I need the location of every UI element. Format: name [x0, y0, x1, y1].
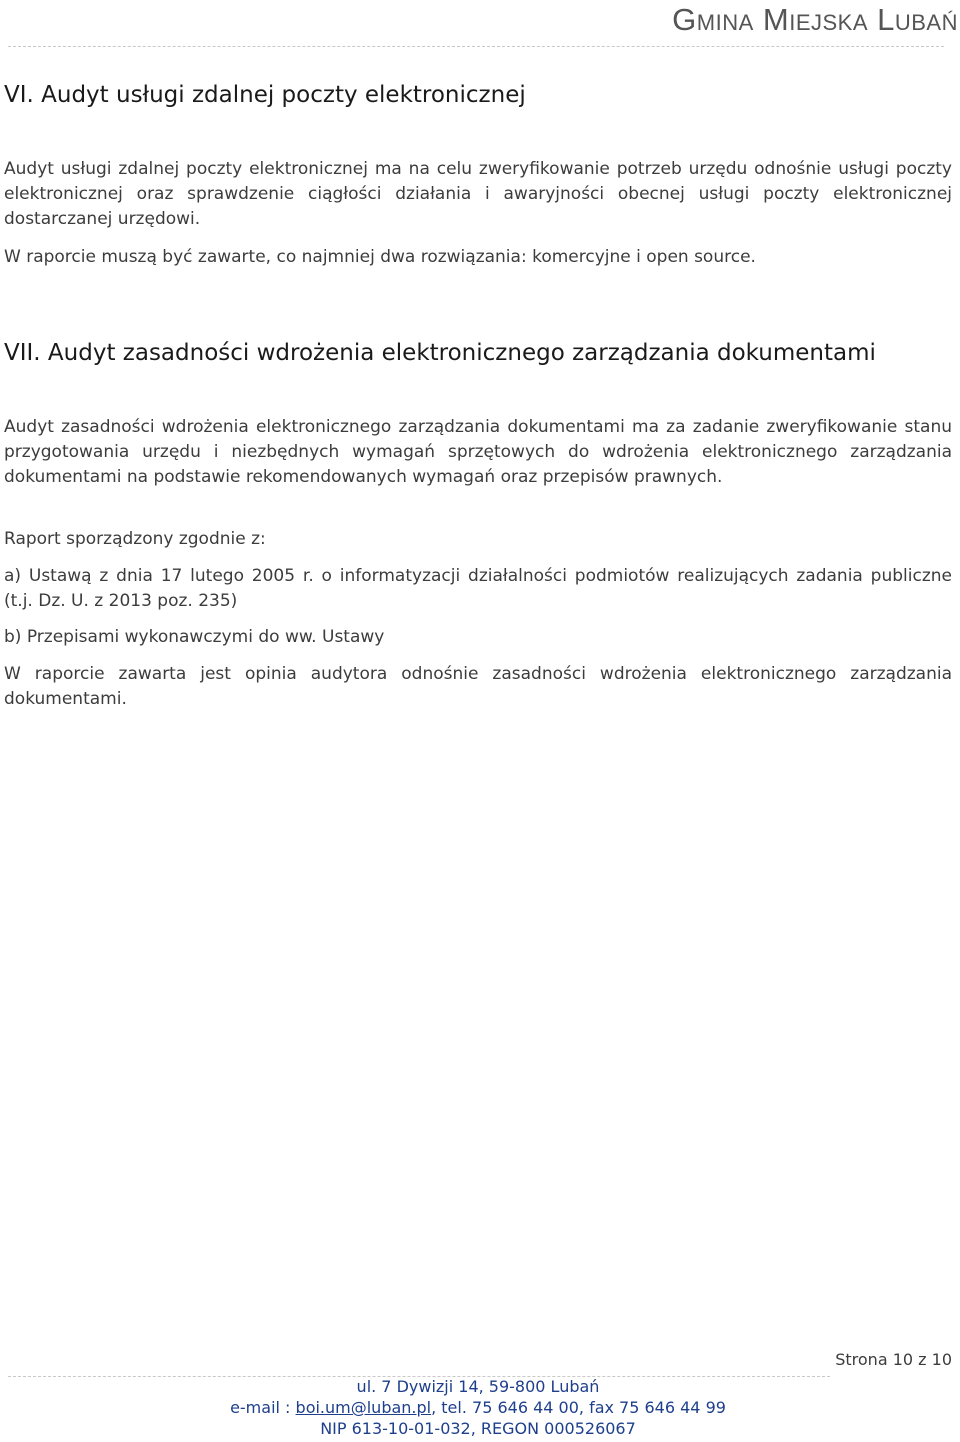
- paragraph: W raporcie zawarta jest opinia audytora odnośnie zasadności wdrożenia elektronicznego zarządzania dokumentami.: [4, 664, 952, 709]
- header-title: Gmina Miejska Lubań: [672, 2, 958, 37]
- footer-contact: [0, 1397, 956, 1418]
- email-label: e-mail :: [230, 1398, 296, 1417]
- section-heading: VII. Audyt zasadności wdrożenia elektronicznego zarządzania dokumentami: [4, 340, 876, 366]
- footer-address: ul. 7 Dywizji 14, 59-800 Lubań: [356, 1377, 600, 1396]
- paragraph: Raport sporządzony zgodnie z:: [4, 529, 266, 549]
- paragraph: W raporcie muszą być zawarte, co najmniej dwa rozwiązania: komercyjne i open source.: [4, 247, 756, 267]
- section-heading: VI. Audyt usługi zdalnej poczty elektronicznej: [4, 82, 526, 108]
- list-item: a) Ustawą z dnia 17 lutego 2005 r. o informatyzacji działalności podmiotów realizujących zadania publiczne (t.j. Dz. U. z 2013 poz. 235): [4, 566, 952, 611]
- email-link[interactable]: boi.um@luban.pl: [295, 1398, 432, 1417]
- footer-phone: , tel. 75 646 44 00, fax 75 646 44 99: [431, 1398, 726, 1417]
- list-item: b) Przepisami wykonawczymi do ww. Ustawy: [4, 627, 385, 647]
- paragraph: Audyt usługi zdalnej poczty elektronicznej ma na celu zweryfikowanie potrzeb urzędu odnośnie usługi poczty elektronicznej oraz sprawdzenie ciągłości działania i awaryjności obecnej usługi poczty elektronicznej dostarczanej urzędowi.: [4, 159, 952, 229]
- paragraph: Audyt zasadności wdrożenia elektronicznego zarządzania dokumentami ma za zadanie zweryfikowanie stanu przygotowania urzędu i niezbędnych wymagań sprzętowych do wdrożenia elektronicznego zarządzania dokumentami na podstawie rekomendowanych wymagań oraz przepisów prawnych.: [4, 417, 952, 487]
- page-number: Strona 10 z 10: [835, 1350, 952, 1369]
- footer-ids: NIP 613-10-01-032, REGON 000526067: [320, 1419, 636, 1438]
- page-footer: [0, 1376, 956, 1439]
- header-divider: [8, 46, 944, 47]
